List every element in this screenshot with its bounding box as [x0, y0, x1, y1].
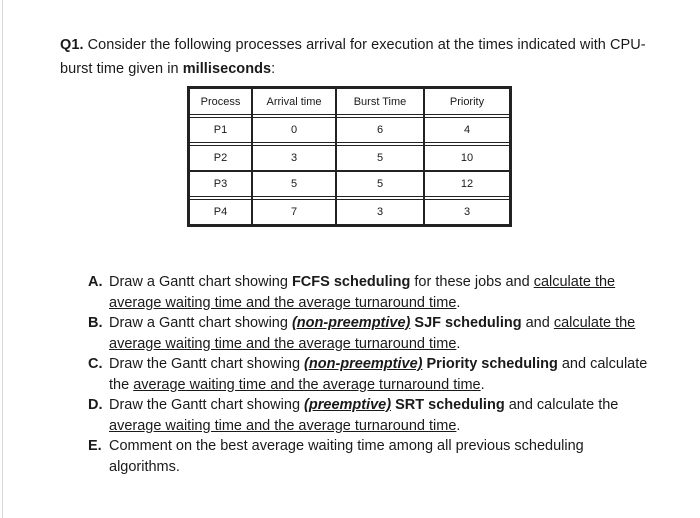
task-algorithm: Priority scheduling: [426, 356, 558, 372]
task-end: .: [456, 294, 461, 311]
cell-burst: 5: [336, 171, 424, 197]
task-end: .: [480, 376, 485, 393]
unit-label: milliseconds: [182, 61, 272, 77]
task-e: [88, 436, 648, 477]
cell-priority: 10: [424, 145, 510, 171]
header-process: Process: [189, 88, 252, 115]
task-text: and calculate the: [504, 397, 619, 413]
task-algorithm: SJF scheduling: [414, 315, 522, 331]
task-list: [88, 272, 648, 477]
task-d: [88, 395, 648, 436]
cell-process: P1: [189, 117, 252, 143]
header-priority: Priority: [424, 88, 510, 115]
task-a: [88, 272, 648, 313]
task-letter: D.: [88, 397, 103, 413]
task-algorithm: SRT scheduling: [395, 397, 505, 413]
cell-process: P4: [189, 199, 252, 225]
table-row: [189, 199, 510, 225]
task-letter: C.: [88, 356, 103, 372]
cell-burst: 5: [336, 145, 424, 171]
task-b: [88, 313, 648, 354]
task-letter: E.: [88, 438, 102, 454]
task-mode: (non-preemptive): [304, 356, 423, 372]
task-body: [109, 272, 648, 313]
table-row: [189, 171, 510, 197]
task-requirement: calculate the average waiting time and the average turnaround time: [109, 315, 636, 352]
task-text: Draw a Gantt chart showing: [109, 315, 292, 331]
task-body: [109, 395, 648, 436]
task-text: Draw the Gantt chart showing: [109, 356, 305, 372]
header-burst-time: Burst Time: [336, 88, 424, 115]
cell-arrival: 0: [252, 117, 336, 143]
task-end: .: [456, 335, 461, 352]
table-row: [189, 117, 510, 143]
task-body: [109, 313, 648, 354]
header-arrival-time: Arrival time: [252, 88, 336, 115]
cell-priority: 4: [424, 117, 510, 143]
task-text: and calculate the: [109, 356, 648, 393]
task-body: Comment on the best average waiting time among all previous scheduling algorithms.: [109, 438, 584, 475]
task-text: Draw a Gantt chart showing: [109, 274, 292, 290]
task-letter: B.: [88, 315, 103, 331]
cell-priority: 12: [424, 171, 510, 197]
table-header-row: [189, 88, 510, 115]
task-mode: (non-preemptive): [291, 315, 411, 331]
task-body: [109, 354, 648, 395]
process-table: [187, 86, 512, 227]
task-text: Draw the Gantt chart showing: [109, 397, 305, 413]
question-number: Q1.: [60, 37, 84, 53]
task-c: [88, 354, 648, 395]
task-algorithm: FCFS scheduling: [291, 274, 411, 290]
table-row: [189, 145, 510, 171]
task-text: and: [521, 315, 554, 331]
task-requirement: average waiting time and the average turnaround time: [133, 376, 481, 393]
question-colon: :: [271, 61, 276, 77]
page-border: [2, 0, 3, 518]
cell-burst: 6: [336, 117, 424, 143]
cell-priority: 3: [424, 199, 510, 225]
task-requirement: calculate the average waiting time and the average turnaround time: [109, 274, 616, 311]
cell-process: P3: [189, 171, 252, 197]
cell-arrival: 3: [252, 145, 336, 171]
task-mode: (preemptive): [304, 397, 392, 413]
task-end: .: [456, 417, 461, 434]
cell-burst: 3: [336, 199, 424, 225]
cell-arrival: 5: [252, 171, 336, 197]
question-text: [60, 33, 670, 81]
task-text: for these jobs and: [410, 274, 534, 290]
task-letter: A.: [88, 274, 103, 290]
task-requirement: average waiting time and the average turnaround time: [109, 417, 457, 434]
question-body: Consider the following processes arrival for execution at the times indicated with CPU-burst time given in: [60, 37, 646, 77]
cell-process: P2: [189, 145, 252, 171]
cell-arrival: 7: [252, 199, 336, 225]
